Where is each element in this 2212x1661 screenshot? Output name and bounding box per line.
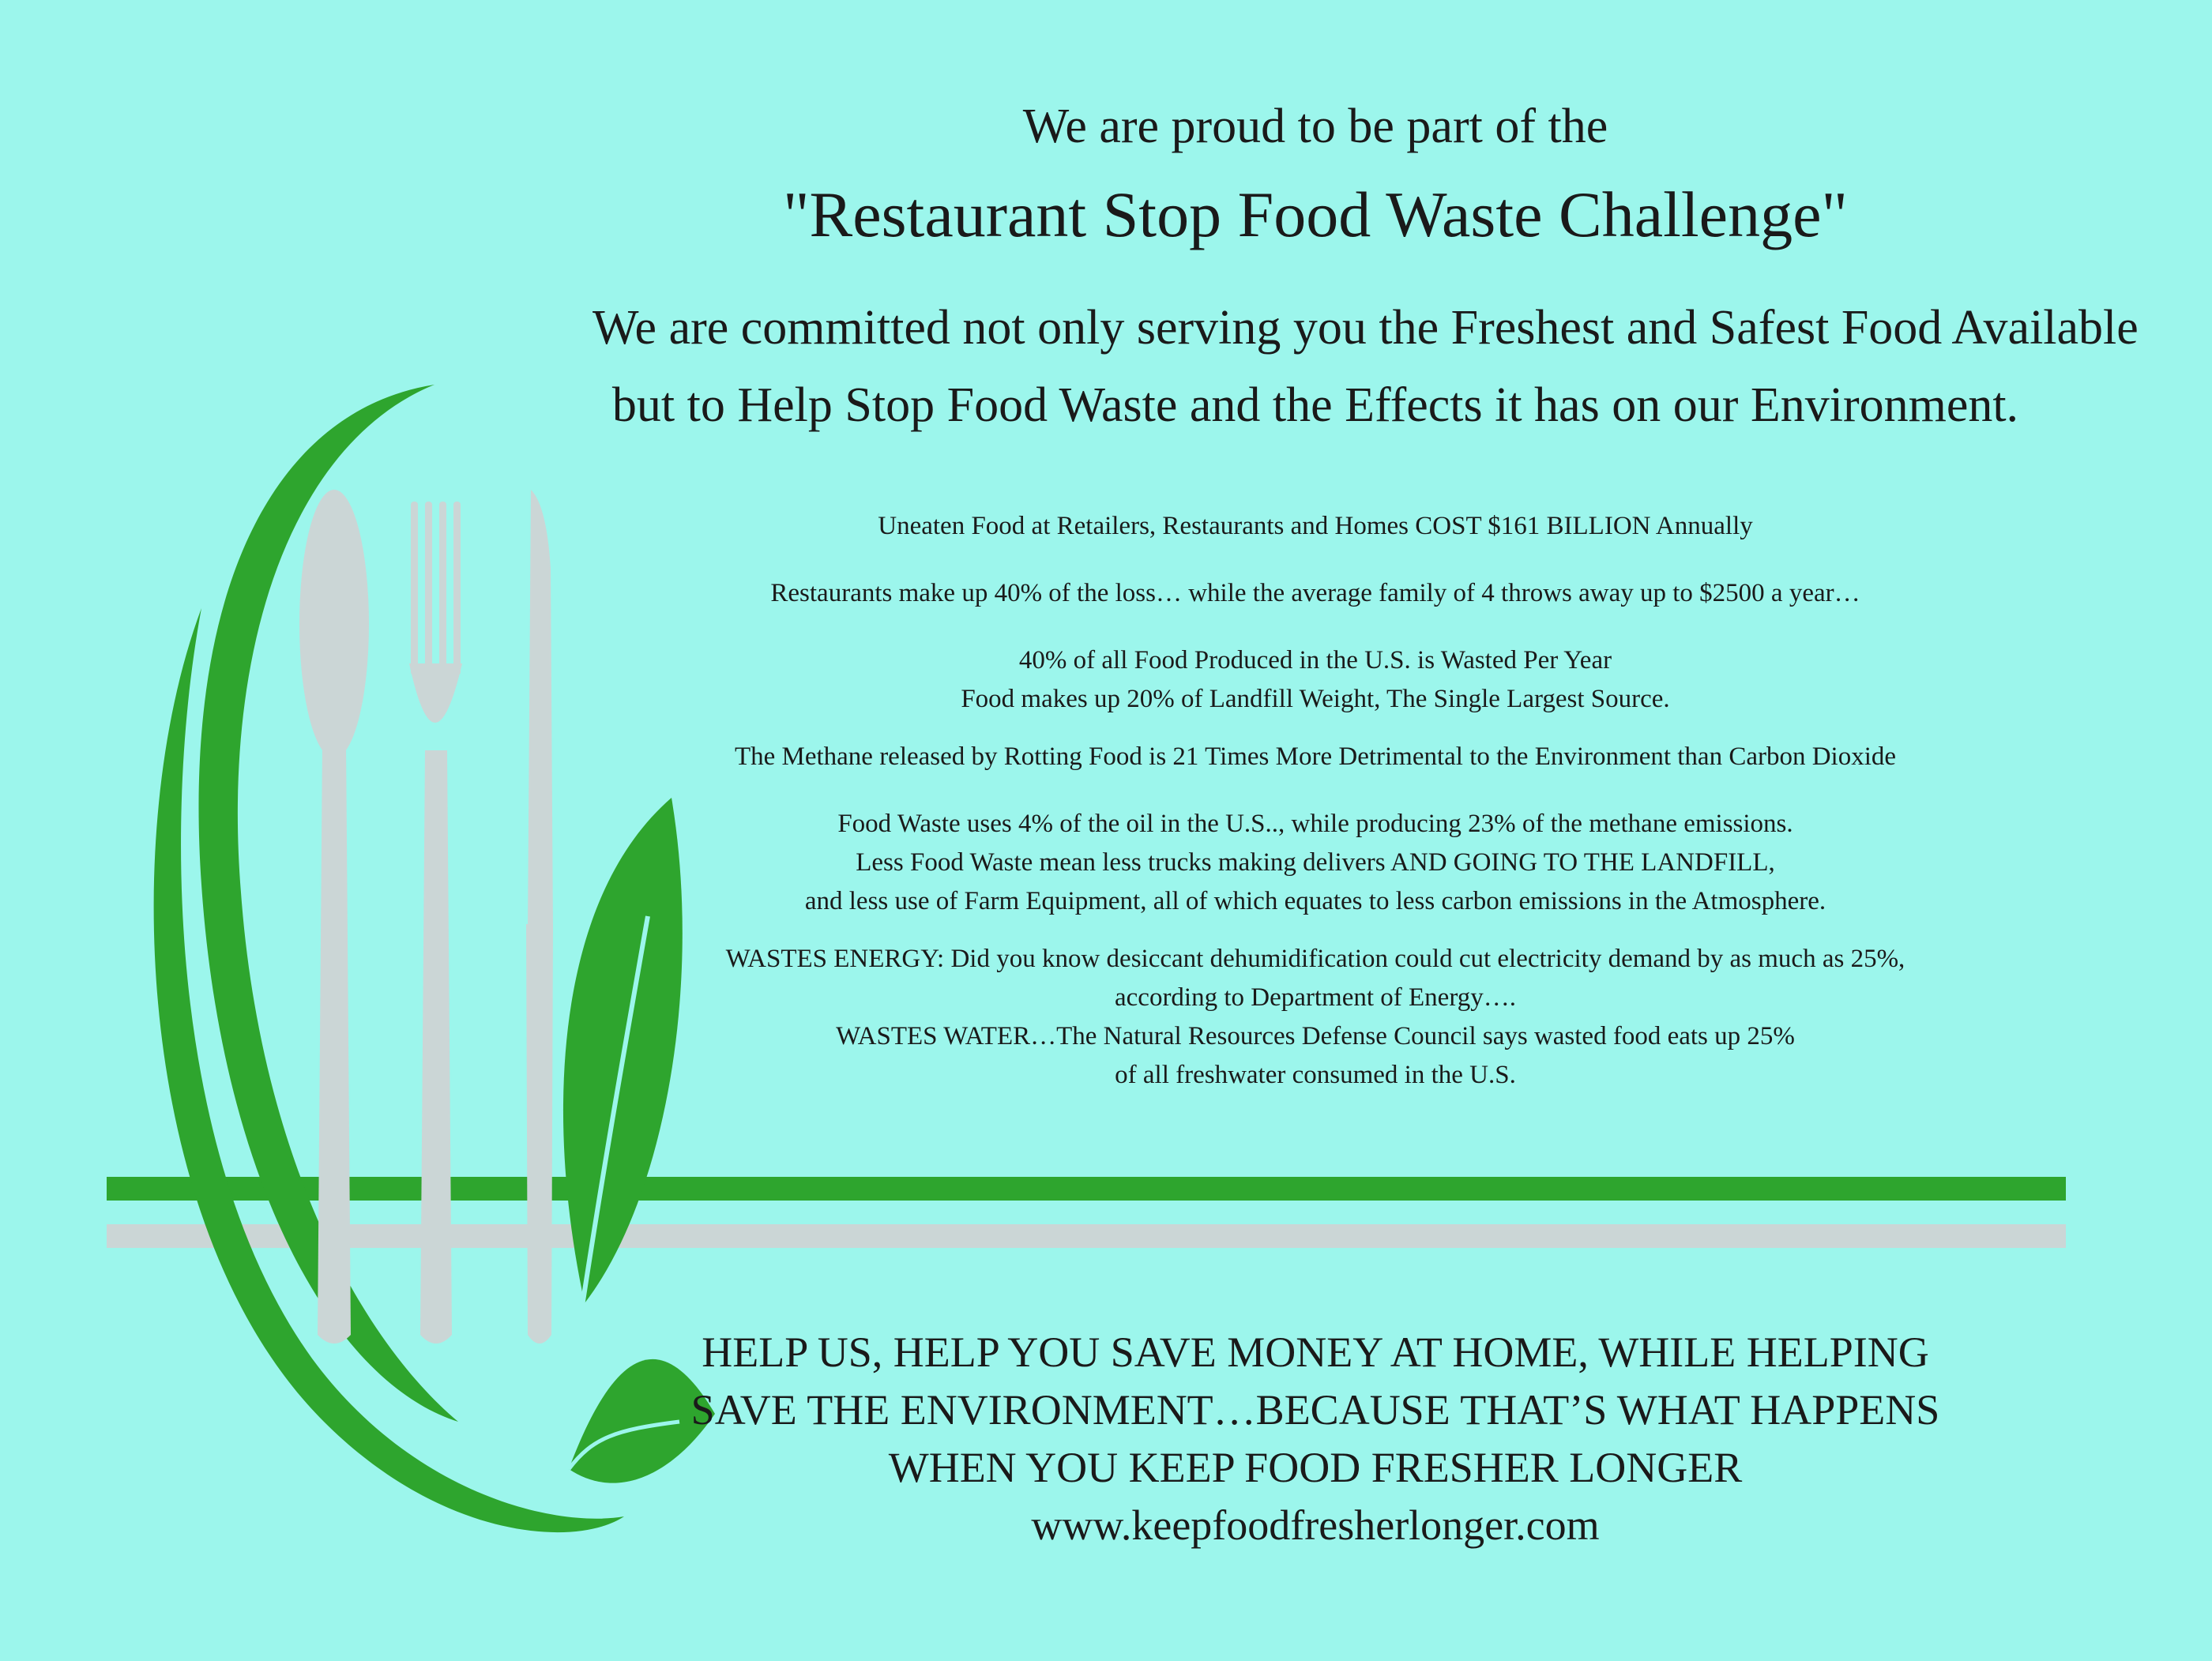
website-link[interactable]: www.keepfoodfresherlonger.com	[1031, 1501, 1600, 1549]
fork-icon	[409, 502, 462, 1343]
page-title: "Restaurant Stop Food Waste Challenge"	[783, 179, 1848, 250]
fact-line: The Methane released by Rotting Food is 21 Times More Detrimental to the Environment than Carbon Dioxide	[734, 742, 1897, 771]
commitment-line: We are committed not only serving you the Freshest and Safest Food Available	[592, 301, 2139, 355]
fact-water	[592, 1017, 2038, 1095]
fact-energy	[592, 940, 2038, 1017]
intro-text: We are proud to be part of the	[1022, 100, 1608, 153]
fact-cost	[592, 507, 2038, 546]
facts-list	[592, 507, 2038, 1095]
fact-line: Food makes up 20% of Landfill Weight, The Single Largest Source.	[961, 685, 1670, 713]
fact-methane	[592, 738, 2038, 776]
fact-line: Uneaten Food at Retailers, Restaurants and Homes COST $161 BILLION Annually	[878, 512, 1753, 540]
cta-line: HELP US, HELP YOU SAVE MONEY AT HOME, WHILE HELPING	[702, 1328, 1929, 1376]
call-to-action	[592, 1324, 2038, 1554]
cta-line: WHEN YOU KEEP FOOD FRESHER LONGER	[888, 1444, 1743, 1491]
fact-line: Less Food Waste mean less trucks making delivers AND GOING TO THE LANDFILL,	[856, 848, 1775, 877]
fact-line: Restaurants make up 40% of the loss… while the average family of 4 throws away up to $2500 a year…	[770, 579, 1860, 607]
fact-line: and less use of Farm Equipment, all of which equates to less carbon emissions in the Atmosphere.	[804, 887, 1826, 915]
cta-line: SAVE THE ENVIRONMENT…BECAUSE THAT’S WHAT HAPPENS	[690, 1386, 1940, 1434]
plate-swoosh-icon	[154, 385, 624, 1532]
fact-line: according to Department of Energy….	[1115, 983, 1516, 1012]
commitment-line: but to Help Stop Food Waste and the Effects it has on our Environment.	[611, 378, 2019, 432]
commitment-statement	[592, 289, 2139, 444]
fact-food-produced	[592, 641, 2038, 719]
fact-line: WASTES ENERGY: Did you know desiccant dehumidification could cut electricity demand by as much as 25%,	[725, 945, 1905, 973]
divider-stripes-icon	[107, 1177, 2066, 1248]
fact-line: Food Waste uses 4% of the oil in the U.S.., while producing 23% of the methane emissions.	[837, 810, 1793, 838]
fact-oil	[592, 805, 2038, 921]
knife-icon	[526, 490, 553, 1343]
fact-line: of all freshwater consumed in the U.S.	[1115, 1061, 1516, 1089]
fact-restaurants	[592, 574, 2038, 613]
fact-line: 40% of all Food Produced in the U.S. is Wasted Per Year	[1018, 646, 1612, 675]
fact-line: WASTES WATER…The Natural Resources Defense Council says wasted food eats up 25%	[836, 1022, 1795, 1050]
